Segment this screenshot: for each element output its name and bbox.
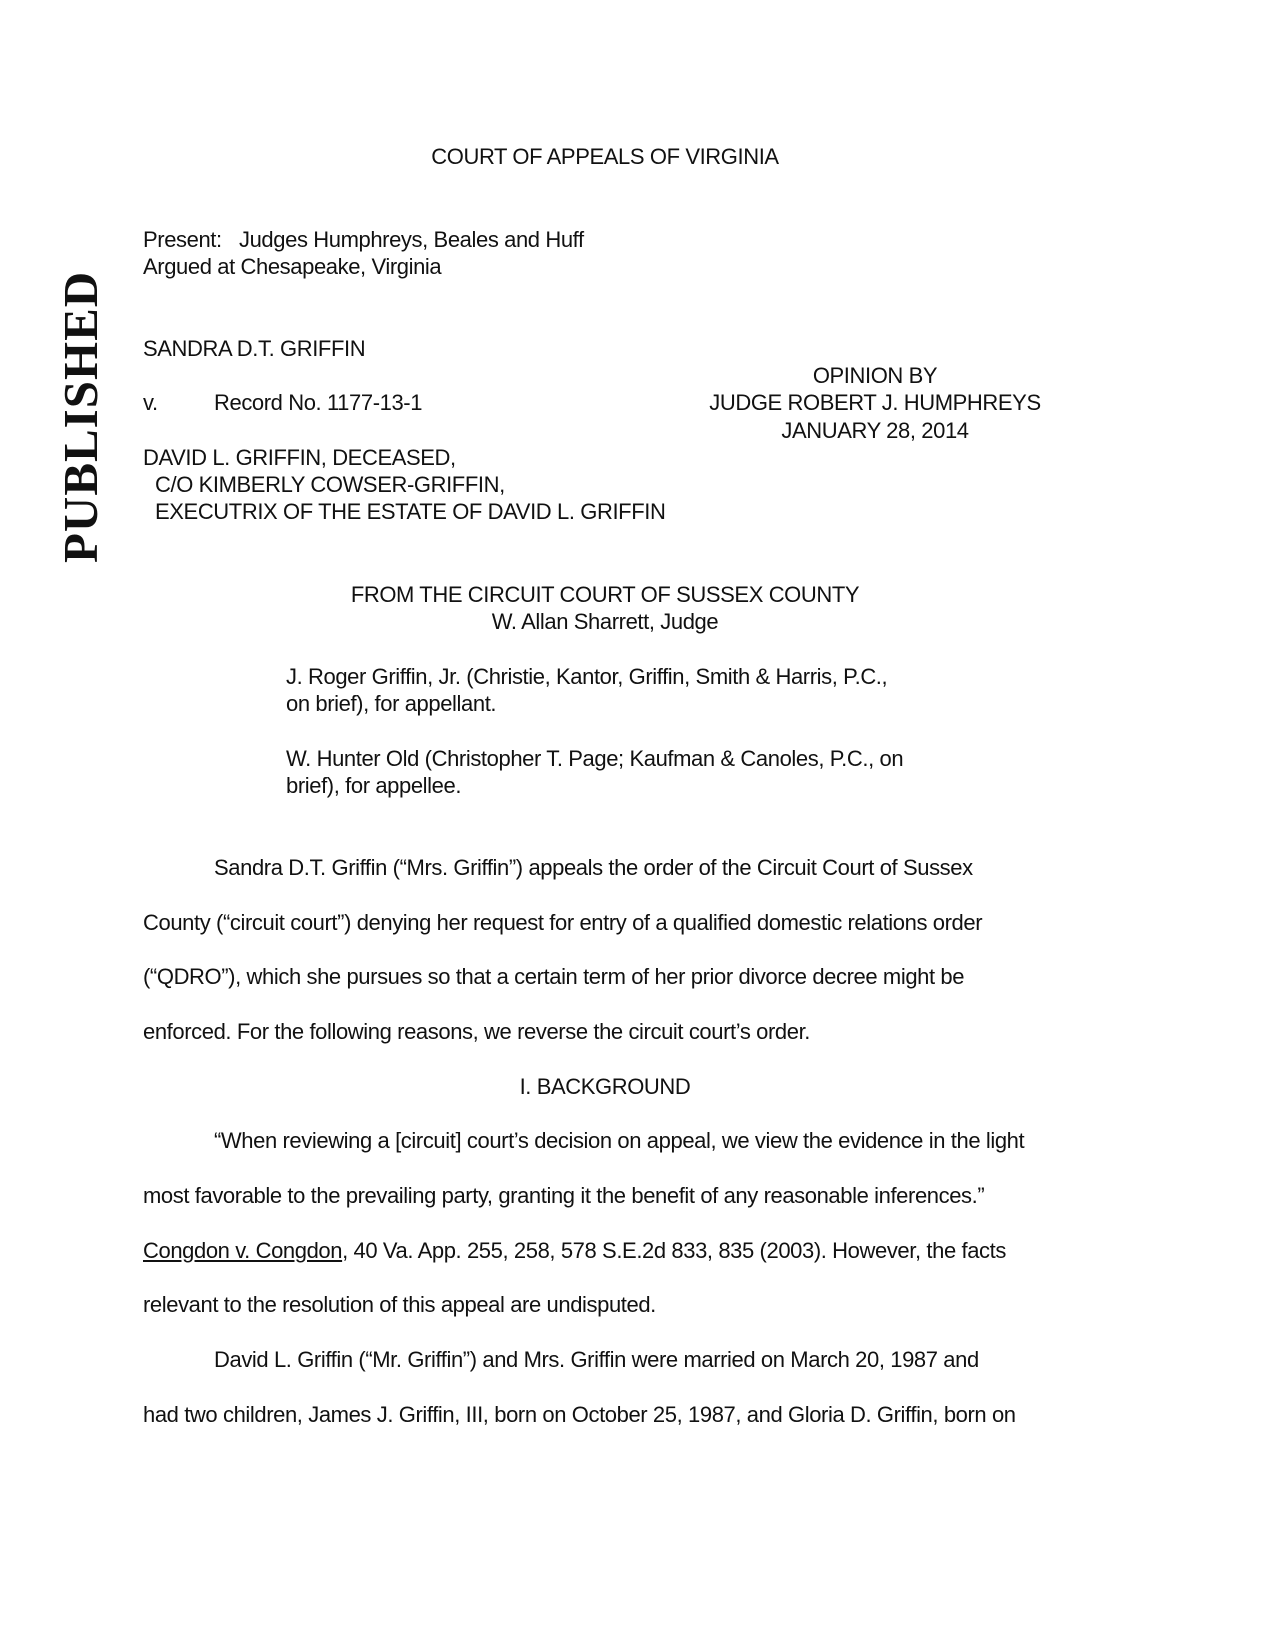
lower-court-judge: W. Allan Sharrett, Judge <box>491 609 719 634</box>
opinion-by: OPINION BY <box>812 363 938 388</box>
court-title: COURT OF APPEALS OF VIRGINIA <box>431 144 779 169</box>
facts-line-1: David L. Griffin (“Mr. Griffin”) and Mrs. Griffin were married on March 20, 1987 and <box>214 1347 979 1372</box>
appellant-counsel-line-2: on brief), for appellant. <box>286 691 497 716</box>
background-line-2: most favorable to the prevailing party, granting it the benefit of any reasonable inferences.” <box>143 1183 985 1208</box>
background-line-4: relevant to the resolution of this appeal are undisputed. <box>143 1292 656 1317</box>
facts-line-2: had two children, James J. Griffin, III, born on October 25, 1987, and Gloria D. Griffin, born on <box>143 1402 1016 1427</box>
versus: v. <box>143 390 158 415</box>
opinion-judge: JUDGE ROBERT J. HUMPHREYS <box>709 390 1041 415</box>
appellant-counsel-line-1: J. Roger Griffin, Jr. (Christie, Kantor, Griffin, Smith & Harris, P.C., <box>286 664 888 689</box>
present-judges: Judges Humphreys, Beales and Huff <box>239 227 584 252</box>
published-stamp: PUBLISHED <box>53 270 108 563</box>
intro-line-4: enforced. For the following reasons, we reverse the circuit court’s order. <box>143 1019 810 1044</box>
appellee-line-3: EXECUTRIX OF THE ESTATE OF DAVID L. GRIFFIN <box>155 499 666 524</box>
background-line-3 <box>143 1238 1006 1264</box>
argued-location: Argued at Chesapeake, Virginia <box>143 254 442 279</box>
intro-line-3: (“QDRO”), which she pursues so that a certain term of her prior divorce decree might be <box>143 964 965 989</box>
opinion-date: JANUARY 28, 2014 <box>781 418 969 443</box>
present-label: Present: <box>143 227 222 252</box>
background-line-1: “When reviewing a [circuit] court’s decision on appeal, we view the evidence in the light <box>214 1128 1025 1153</box>
section-heading: I. BACKGROUND <box>519 1074 691 1099</box>
appellant-name: SANDRA D.T. GRIFFIN <box>143 336 366 361</box>
appellee-counsel-line-2: brief), for appellee. <box>286 773 462 798</box>
intro-line-2: County (“circuit court”) denying her request for entry of a qualified domestic relations order <box>143 910 983 935</box>
appellee-line-1: DAVID L. GRIFFIN, DECEASED, <box>143 445 456 470</box>
lower-court: FROM THE CIRCUIT COURT OF SUSSEX COUNTY <box>350 582 860 607</box>
appellee-line-2: C/O KIMBERLY COWSER-GRIFFIN, <box>155 472 505 497</box>
appellee-counsel-line-1: W. Hunter Old (Christopher T. Page; Kaufman & Canoles, P.C., on <box>286 746 904 771</box>
case-citation-rest: , 40 Va. App. 255, 258, 578 S.E.2d 833, 835 (2003). However, the facts <box>342 1238 1006 1263</box>
record-number: Record No. 1177-13-1 <box>214 390 423 415</box>
case-citation-name: Congdon v. Congdon <box>143 1238 343 1263</box>
intro-line-1: Sandra D.T. Griffin (“Mrs. Griffin”) appeals the order of the Circuit Court of Sussex <box>214 855 973 880</box>
